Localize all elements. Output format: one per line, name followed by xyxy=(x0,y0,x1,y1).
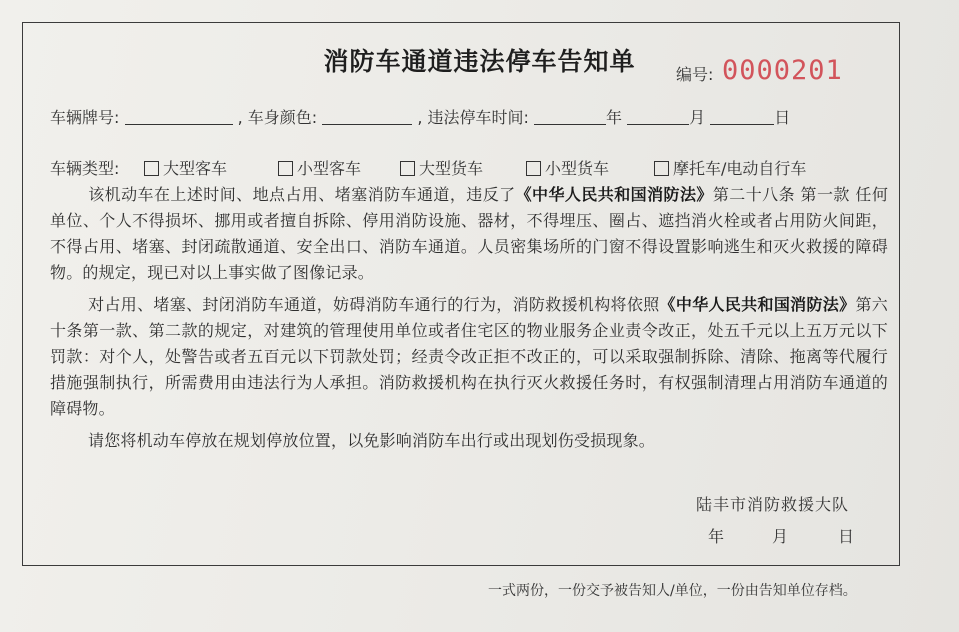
day-label: 日 xyxy=(774,108,791,127)
checkbox-icon[interactable] xyxy=(400,161,415,176)
paragraph-violation: 该机动车在上述时间、地点占用、堵塞消防车通道，违反了《中华人民共和国消防法》第二十八条 第一款 任何单位、个人不得损坏、挪用或者擅自拆除、停用消防设施、器材，不得埋压、圈占、遮挡消火栓或者占用防火间距，不得占用、堵塞、封闭疏散通道、安全出口、消防车通道。人员密集场所的门窗不得设置影响逃生和灭火救援的障碍物。的规定，现已对以上事实做了图像记录。 xyxy=(50,185,889,282)
checkbox-icon[interactable] xyxy=(654,161,669,176)
law-title: 《中华人民共和国消防法》 xyxy=(659,295,856,314)
paragraph-penalty: 对占用、堵塞、封闭消防车通道，妨碍消防车通行的行为，消防救援机构将依照《中华人民共和国消防法》第六十条第一款、第二款的规定，对建筑的管理使用单位或者住宅区的物业服务企业责令改正，处五千元以上五万元以下罚款：对个人，处警告或者五百元以下罚款处罚；经责令改正拒不改正的，可以采取强制拆除、清除、拖离等代履行措施强制执行，所需费用由违法行为人承担。消防救援机构在执行灭火救援任务时，有权强制清理占用消防车通道的障碍物。 xyxy=(50,295,888,418)
issuing-unit: 陆丰市消防救援大队 xyxy=(696,495,850,514)
vehicle-type-row xyxy=(50,156,870,176)
plate-label: 车辆牌号: xyxy=(50,108,120,127)
checkbox-icon[interactable] xyxy=(144,161,159,176)
year-blank[interactable] xyxy=(534,108,606,125)
option-small-bus[interactable]: 小型客车 xyxy=(278,156,361,179)
checkbox-icon[interactable] xyxy=(278,161,293,176)
footer-note: 一式两份，一份交予被告知人/单位，一份由告知单位存档。 xyxy=(488,583,857,599)
vehicle-type-label: 车辆类型: xyxy=(50,159,120,178)
serial-number: 0000201 xyxy=(722,55,843,86)
paragraph-request: 请您将机动车停放在规划停放位置，以免影响消防车出行或出现划伤受损现象。 xyxy=(88,431,656,450)
month-label: 月 xyxy=(689,108,706,127)
law-title: 《中华人民共和国消防法》 xyxy=(515,185,713,204)
option-small-truck[interactable]: 小型货车 xyxy=(526,156,609,179)
sign-year: 年 xyxy=(708,527,725,546)
info-row xyxy=(50,105,790,128)
option-large-bus[interactable]: 大型客车 xyxy=(144,156,227,179)
color-label: , 车身颜色: xyxy=(237,108,318,127)
day-blank[interactable] xyxy=(710,108,774,125)
time-label: , 违法停车时间: xyxy=(417,108,529,127)
sign-month: 月 xyxy=(772,527,789,546)
option-large-truck[interactable]: 大型货车 xyxy=(400,156,483,179)
month-blank[interactable] xyxy=(627,108,689,125)
year-label: 年 xyxy=(606,108,623,127)
color-blank[interactable] xyxy=(322,108,412,125)
plate-blank[interactable] xyxy=(125,108,233,125)
serial-label: 编号: xyxy=(676,65,714,84)
form-title: 消防车通道违法停车告知单 xyxy=(323,47,636,76)
checkbox-icon[interactable] xyxy=(526,161,541,176)
sign-day: 日 xyxy=(838,527,855,546)
option-motorcycle[interactable]: 摩托车/电动自行车 xyxy=(654,156,806,179)
